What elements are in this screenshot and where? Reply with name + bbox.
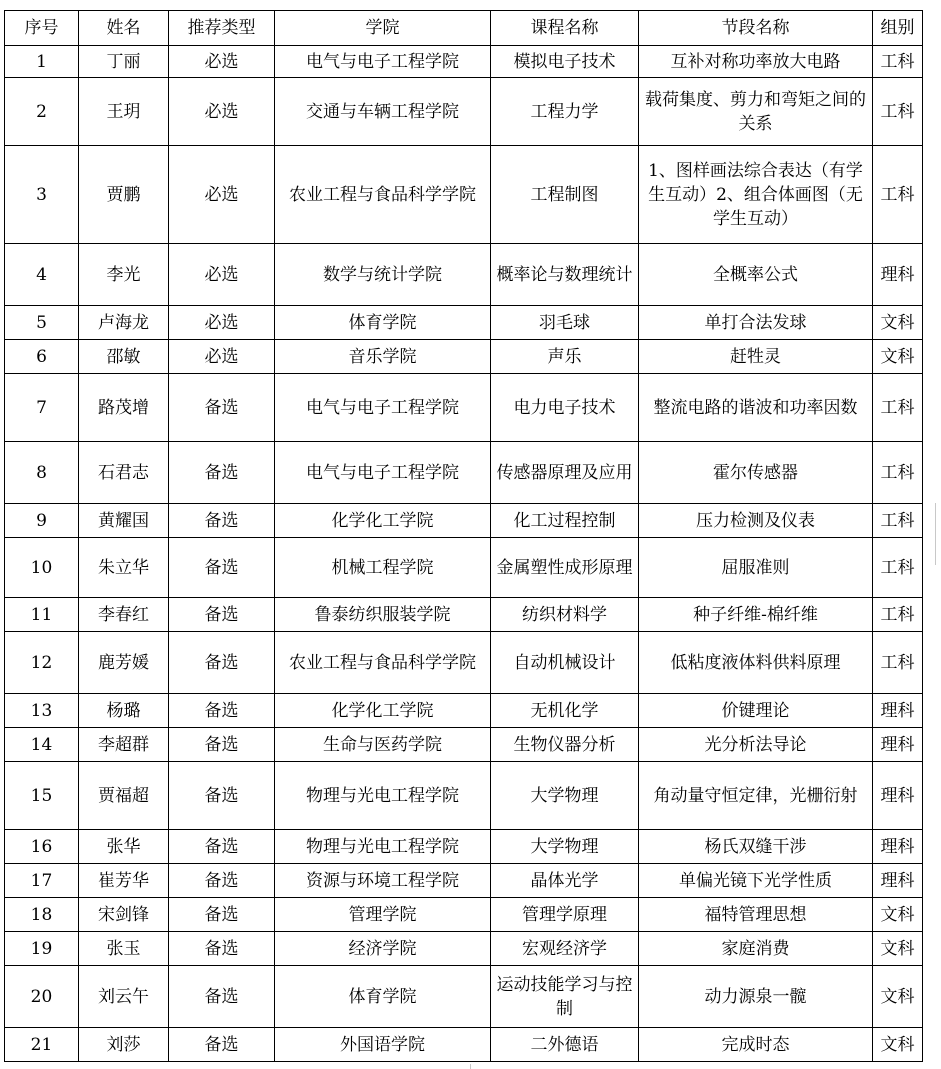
cell-course: 声乐 [491,340,639,374]
cell-no: 19 [5,932,79,966]
cell-type: 备选 [169,632,275,694]
cell-course: 二外德语 [491,1028,639,1062]
cell-group: 工科 [873,374,923,442]
cell-name: 宋剑锋 [79,898,169,932]
page-foot-mark [470,1064,471,1069]
cell-no: 3 [5,146,79,244]
cell-college: 物理与光电工程学院 [275,830,491,864]
cell-section: 单打合法发球 [639,306,873,340]
cell-name: 邵敏 [79,340,169,374]
cell-group: 工科 [873,46,923,78]
cell-no: 6 [5,340,79,374]
cell-name: 黄耀国 [79,504,169,538]
cell-type: 备选 [169,898,275,932]
cell-name: 丁丽 [79,46,169,78]
cell-no: 15 [5,762,79,830]
page-edge-mark [935,503,941,565]
cell-name: 贾福超 [79,762,169,830]
table-row [5,898,923,932]
cell-type: 必选 [169,244,275,306]
cell-section: 整流电路的谐波和功率因数 [639,374,873,442]
cell-no: 2 [5,78,79,146]
table-row [5,504,923,538]
cell-no: 8 [5,442,79,504]
cell-name: 卢海龙 [79,306,169,340]
cell-section: 压力检测及仪表 [639,504,873,538]
cell-course: 传感器原理及应用 [491,442,639,504]
cell-no: 16 [5,830,79,864]
table-row [5,244,923,306]
table-row [5,864,923,898]
cell-no: 1 [5,46,79,78]
cell-section: 全概率公式 [639,244,873,306]
cell-section: 1、图样画法综合表达（有学生互动）2、组合体画图（无学生互动） [639,146,873,244]
cell-name: 刘云午 [79,966,169,1028]
cell-college: 交通与车辆工程学院 [275,78,491,146]
cell-college: 经济学院 [275,932,491,966]
cell-name: 刘莎 [79,1028,169,1062]
cell-no: 13 [5,694,79,728]
cell-group: 理科 [873,728,923,762]
cell-college: 体育学院 [275,966,491,1028]
cell-no: 4 [5,244,79,306]
cell-group: 理科 [873,762,923,830]
cell-group: 文科 [873,306,923,340]
cell-group: 文科 [873,340,923,374]
cell-type: 必选 [169,46,275,78]
cell-course: 无机化学 [491,694,639,728]
table-row [5,598,923,632]
cell-no: 21 [5,1028,79,1062]
cell-course: 大学物理 [491,762,639,830]
header-cell-name: 姓名 [79,11,169,46]
cell-group: 理科 [873,830,923,864]
cell-section: 载荷集度、剪力和弯矩之间的关系 [639,78,873,146]
cell-section: 杨氏双缝干涉 [639,830,873,864]
cell-course: 管理学原理 [491,898,639,932]
cell-no: 17 [5,864,79,898]
cell-section: 赶牲灵 [639,340,873,374]
table-row [5,306,923,340]
header-cell-group: 组别 [873,11,923,46]
cell-college: 数学与统计学院 [275,244,491,306]
cell-group: 文科 [873,898,923,932]
table-row [5,694,923,728]
header-cell-no: 序号 [5,11,79,46]
table-row [5,442,923,504]
cell-name: 李超群 [79,728,169,762]
cell-group: 工科 [873,632,923,694]
table-row [5,146,923,244]
cell-course: 工程制图 [491,146,639,244]
cell-type: 备选 [169,864,275,898]
cell-type: 备选 [169,504,275,538]
cell-name: 张华 [79,830,169,864]
cell-no: 7 [5,374,79,442]
cell-type: 备选 [169,1028,275,1062]
table-row [5,374,923,442]
cell-college: 农业工程与食品科学学院 [275,146,491,244]
cell-college: 管理学院 [275,898,491,932]
cell-type: 备选 [169,728,275,762]
cell-section: 屈服准则 [639,538,873,598]
table-row [5,830,923,864]
header-row [5,11,923,46]
cell-no: 14 [5,728,79,762]
cell-type: 必选 [169,146,275,244]
cell-course: 生物仪器分析 [491,728,639,762]
table-row [5,762,923,830]
cell-section: 种子纤维-棉纤维 [639,598,873,632]
table-row [5,46,923,78]
cell-section: 霍尔传感器 [639,442,873,504]
cell-type: 备选 [169,538,275,598]
table-row [5,1028,923,1062]
cell-no: 20 [5,966,79,1028]
table-row [5,340,923,374]
cell-college: 生命与医药学院 [275,728,491,762]
cell-group: 理科 [873,244,923,306]
cell-group: 工科 [873,538,923,598]
header-cell-section: 节段名称 [639,11,873,46]
cell-type: 备选 [169,966,275,1028]
cell-name: 路茂增 [79,374,169,442]
cell-course: 工程力学 [491,78,639,146]
cell-section: 价键理论 [639,694,873,728]
cell-name: 张玉 [79,932,169,966]
cell-section: 完成时态 [639,1028,873,1062]
cell-course: 宏观经济学 [491,932,639,966]
cell-college: 鲁泰纺织服装学院 [275,598,491,632]
table-row [5,78,923,146]
cell-section: 互补对称功率放大电路 [639,46,873,78]
cell-course: 模拟电子技术 [491,46,639,78]
cell-group: 工科 [873,78,923,146]
cell-college: 音乐学院 [275,340,491,374]
cell-name: 鹿芳媛 [79,632,169,694]
cell-course: 羽毛球 [491,306,639,340]
cell-group: 文科 [873,932,923,966]
cell-course: 晶体光学 [491,864,639,898]
cell-group: 工科 [873,504,923,538]
cell-course: 纺织材料学 [491,598,639,632]
cell-no: 18 [5,898,79,932]
cell-type: 备选 [169,762,275,830]
cell-group: 理科 [873,694,923,728]
cell-group: 理科 [873,864,923,898]
cell-no: 10 [5,538,79,598]
cell-no: 5 [5,306,79,340]
cell-college: 体育学院 [275,306,491,340]
cell-college: 电气与电子工程学院 [275,442,491,504]
cell-course: 电力电子技术 [491,374,639,442]
cell-name: 朱立华 [79,538,169,598]
cell-course: 化工过程控制 [491,504,639,538]
cell-section: 家庭消费 [639,932,873,966]
cell-no: 12 [5,632,79,694]
cell-group: 工科 [873,442,923,504]
cell-section: 动力源泉一髋 [639,966,873,1028]
table-row [5,728,923,762]
cell-college: 机械工程学院 [275,538,491,598]
cell-no: 9 [5,504,79,538]
cell-type: 备选 [169,442,275,504]
cell-group: 工科 [873,146,923,244]
cell-no: 11 [5,598,79,632]
cell-college: 化学化工学院 [275,504,491,538]
table-row [5,632,923,694]
header-cell-type: 推荐类型 [169,11,275,46]
table-row [5,966,923,1028]
table-row [5,932,923,966]
cell-course: 自动机械设计 [491,632,639,694]
cell-course: 大学物理 [491,830,639,864]
table-row [5,538,923,598]
cell-type: 必选 [169,340,275,374]
cell-name: 李春红 [79,598,169,632]
cell-type: 备选 [169,374,275,442]
cell-college: 电气与电子工程学院 [275,374,491,442]
cell-type: 必选 [169,78,275,146]
cell-group: 文科 [873,966,923,1028]
cell-section: 福特管理思想 [639,898,873,932]
header-cell-college: 学院 [275,11,491,46]
cell-name: 李光 [79,244,169,306]
cell-section: 单偏光镜下光学性质 [639,864,873,898]
cell-type: 备选 [169,830,275,864]
cell-group: 工科 [873,598,923,632]
cell-course: 金属塑性成形原理 [491,538,639,598]
cell-group: 文科 [873,1028,923,1062]
cell-course: 运动技能学习与控制 [491,966,639,1028]
cell-section: 光分析法导论 [639,728,873,762]
cell-name: 崔芳华 [79,864,169,898]
cell-name: 石君志 [79,442,169,504]
cell-college: 外国语学院 [275,1028,491,1062]
cell-name: 王玥 [79,78,169,146]
recommendation-table [4,10,923,1062]
cell-name: 杨璐 [79,694,169,728]
cell-college: 电气与电子工程学院 [275,46,491,78]
cell-type: 备选 [169,598,275,632]
header-cell-course: 课程名称 [491,11,639,46]
cell-college: 资源与环境工程学院 [275,864,491,898]
cell-college: 物理与光电工程学院 [275,762,491,830]
cell-section: 角动量守恒定律，光栅衍射 [639,762,873,830]
cell-college: 农业工程与食品科学学院 [275,632,491,694]
cell-type: 备选 [169,932,275,966]
cell-course: 概率论与数理统计 [491,244,639,306]
cell-name: 贾鹏 [79,146,169,244]
cell-type: 备选 [169,694,275,728]
cell-college: 化学化工学院 [275,694,491,728]
cell-type: 必选 [169,306,275,340]
cell-section: 低粘度液体料供料原理 [639,632,873,694]
